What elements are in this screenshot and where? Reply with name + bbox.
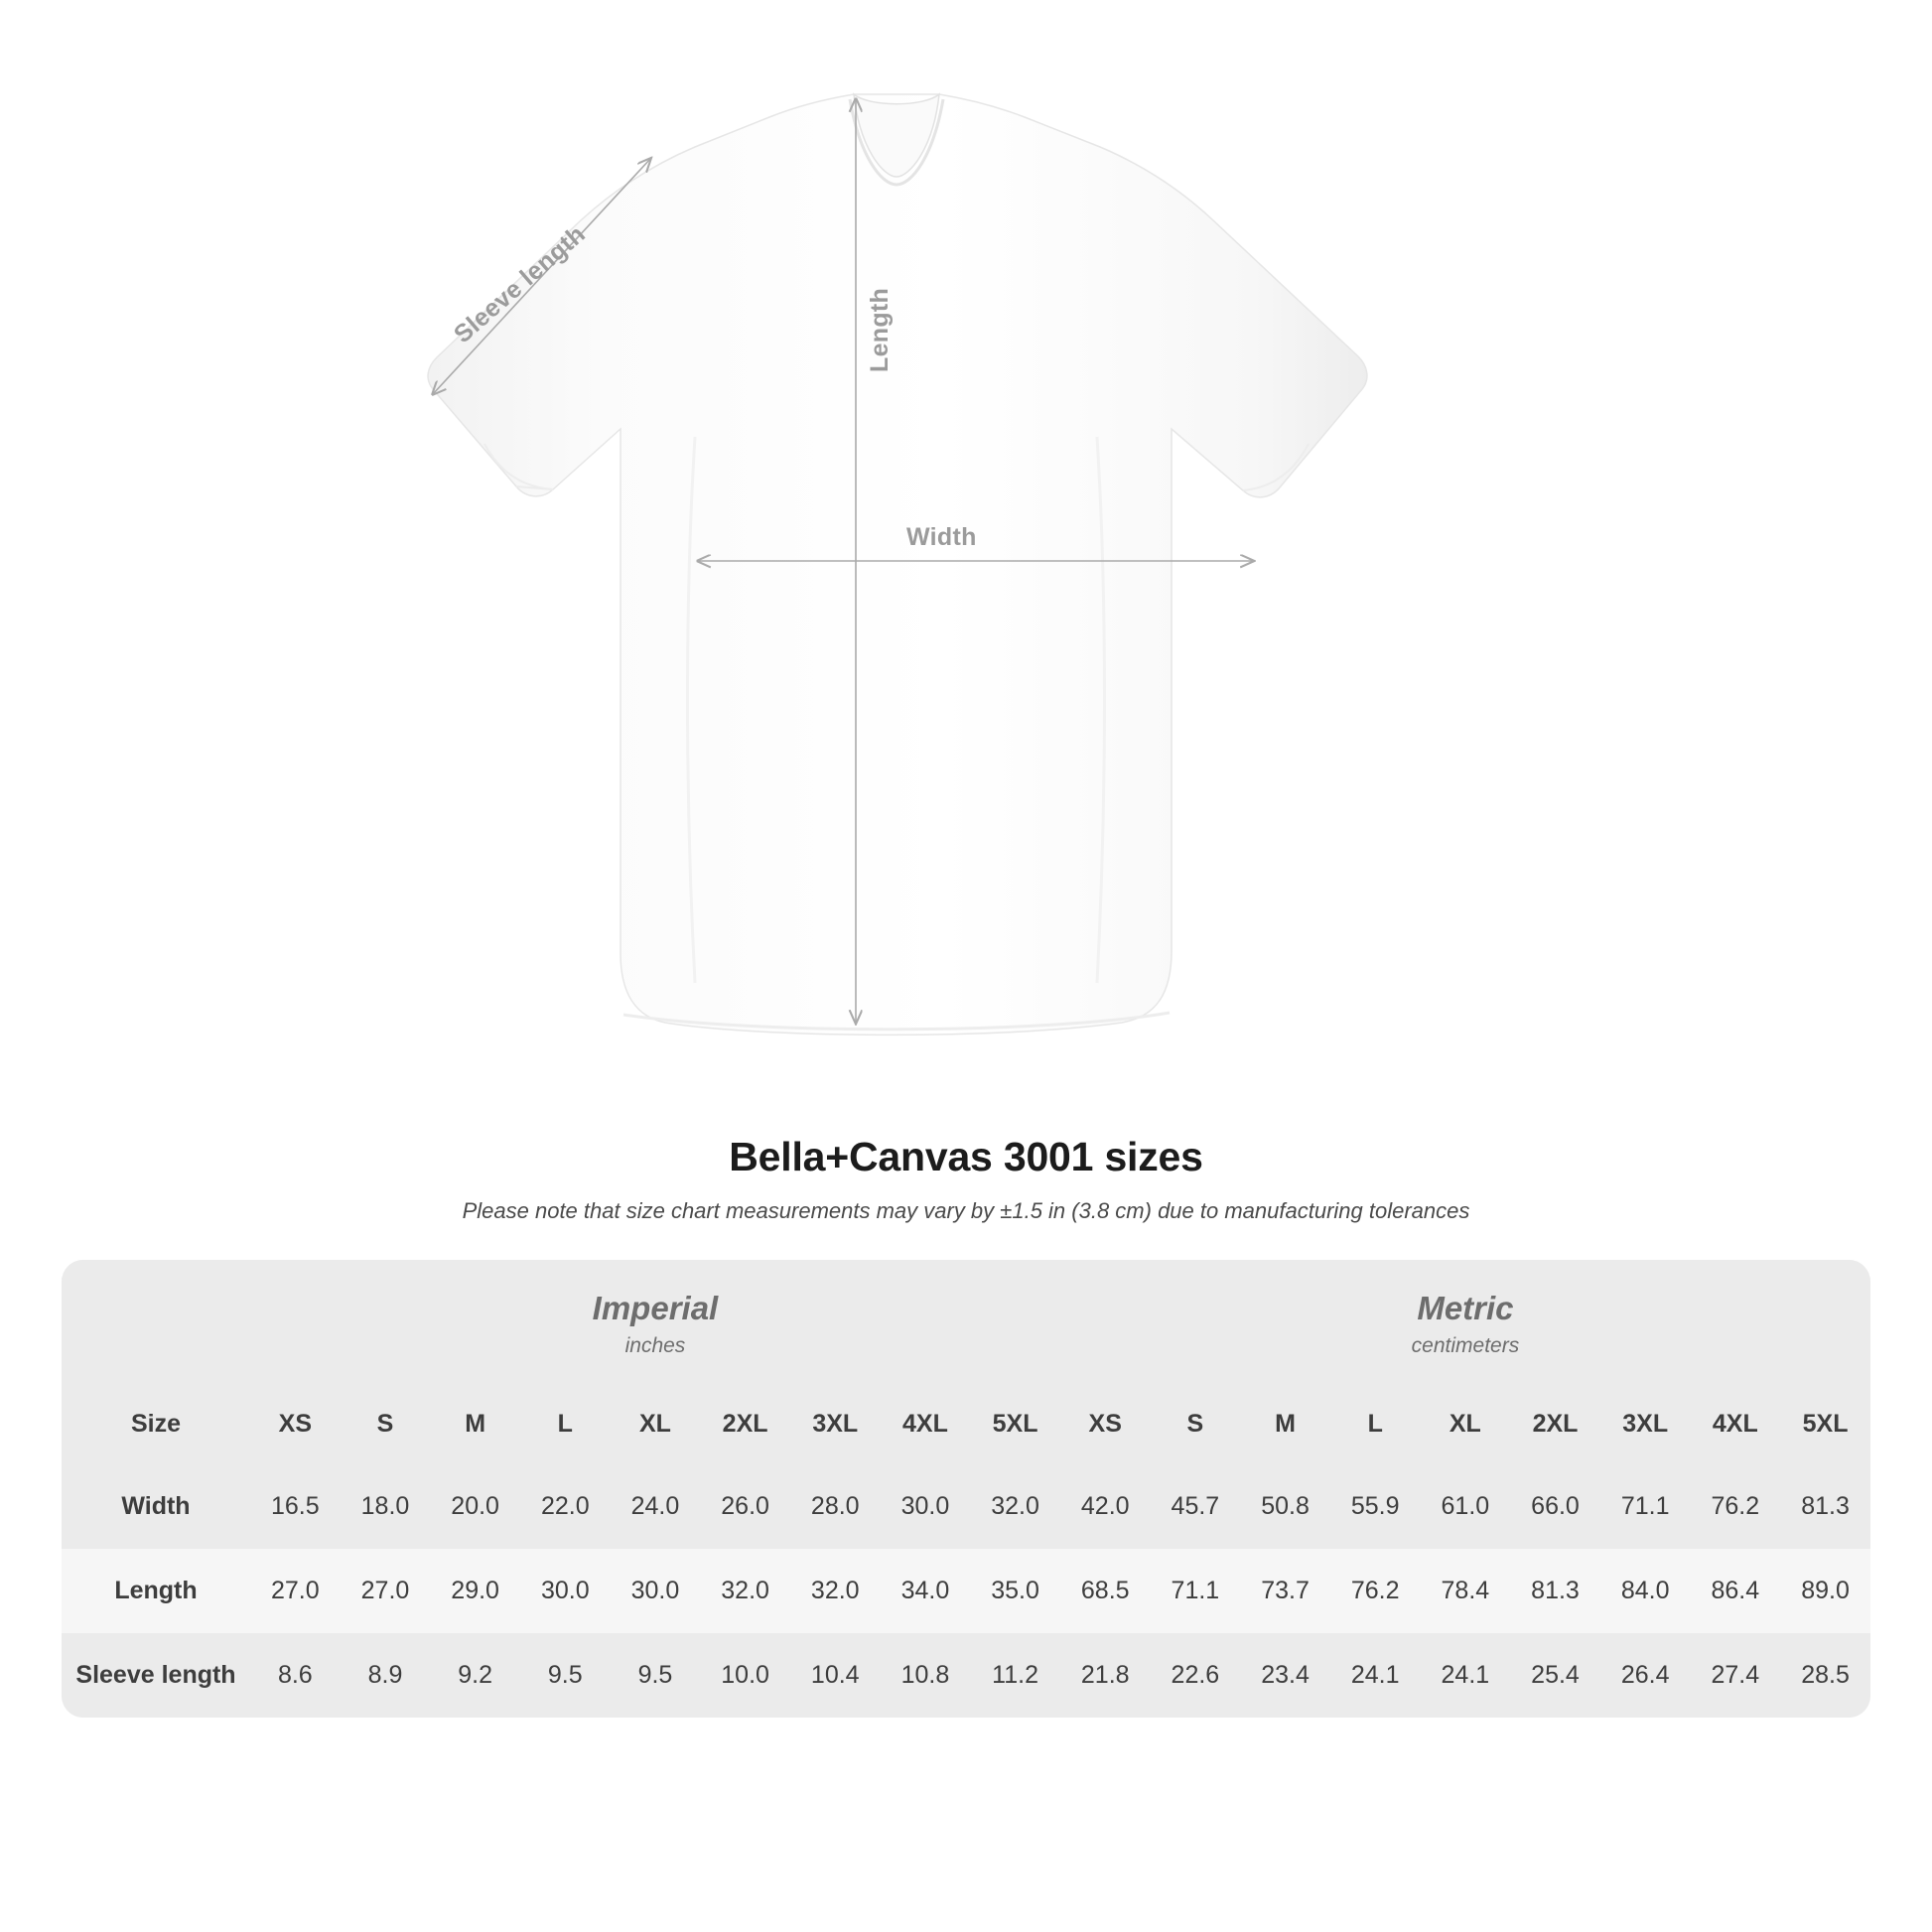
unit-metric-name: Metric [1417, 1290, 1514, 1326]
table-cell: 50.8 [1240, 1464, 1330, 1549]
size-header-cell: XS [1060, 1384, 1151, 1464]
table-cell: 27.0 [341, 1549, 431, 1633]
size-header-cell: XL [611, 1384, 701, 1464]
size-header-cell: L [520, 1384, 611, 1464]
table-cell: 9.5 [520, 1633, 611, 1718]
table-cell: 10.4 [790, 1633, 881, 1718]
unit-imperial-sub: inches [624, 1334, 686, 1358]
table-cell: 24.1 [1421, 1633, 1511, 1718]
table-cell: 32.0 [970, 1464, 1060, 1549]
width-label: Width [906, 523, 977, 551]
table-cell: 8.6 [250, 1633, 341, 1718]
table-cell: 10.0 [700, 1633, 790, 1718]
table-cell: 42.0 [1060, 1464, 1151, 1549]
length-label: Length [866, 287, 894, 372]
table-cell: 61.0 [1421, 1464, 1511, 1549]
size-header-label: Size [62, 1384, 250, 1464]
size-header-cell: 3XL [1600, 1384, 1691, 1464]
unit-corner-cell [62, 1260, 250, 1384]
table-row [62, 1633, 1870, 1718]
size-header-cell: 4XL [881, 1384, 971, 1464]
table-cell: 32.0 [700, 1549, 790, 1633]
table-cell: 34.0 [881, 1549, 971, 1633]
size-header-cell: S [341, 1384, 431, 1464]
unit-imperial-name: Imperial [592, 1290, 719, 1326]
table-cell: 22.0 [520, 1464, 611, 1549]
row-label: Length [62, 1549, 250, 1633]
size-header-cell: 4XL [1691, 1384, 1781, 1464]
size-header-cell: M [1240, 1384, 1330, 1464]
table-cell: 24.1 [1330, 1633, 1421, 1718]
table-cell: 81.3 [1780, 1464, 1870, 1549]
size-header-cell: 2XL [700, 1384, 790, 1464]
size-header-cell: S [1151, 1384, 1241, 1464]
table-cell: 20.0 [430, 1464, 520, 1549]
table-cell: 25.4 [1510, 1633, 1600, 1718]
table-cell: 86.4 [1691, 1549, 1781, 1633]
table-row [62, 1549, 1870, 1633]
table-cell: 28.0 [790, 1464, 881, 1549]
table-row [62, 1464, 1870, 1549]
table-cell: 27.4 [1691, 1633, 1781, 1718]
table-cell: 78.4 [1421, 1549, 1511, 1633]
table-cell: 9.5 [611, 1633, 701, 1718]
unit-metric-sub: centimeters [1411, 1334, 1520, 1358]
unit-metric-cell [1060, 1260, 1870, 1384]
table-cell: 9.2 [430, 1633, 520, 1718]
size-header-cell: M [430, 1384, 520, 1464]
row-label: Width [62, 1464, 250, 1549]
table-cell: 68.5 [1060, 1549, 1151, 1633]
size-header-cell: XS [250, 1384, 341, 1464]
table-cell: 27.0 [250, 1549, 341, 1633]
table-cell: 29.0 [430, 1549, 520, 1633]
table-cell: 21.8 [1060, 1633, 1151, 1718]
table-cell: 16.5 [250, 1464, 341, 1549]
table-cell: 28.5 [1780, 1633, 1870, 1718]
table-cell: 32.0 [790, 1549, 881, 1633]
table-cell: 35.0 [970, 1549, 1060, 1633]
size-header-cell: 5XL [1780, 1384, 1870, 1464]
table-cell: 30.0 [520, 1549, 611, 1633]
unit-imperial-cell [250, 1260, 1060, 1384]
size-header-cell: 2XL [1510, 1384, 1600, 1464]
size-table-container [62, 1260, 1870, 1718]
size-header-cell: 5XL [970, 1384, 1060, 1464]
table-cell: 26.4 [1600, 1633, 1691, 1718]
table-cell: 89.0 [1780, 1549, 1870, 1633]
size-header-cell: L [1330, 1384, 1421, 1464]
table-cell: 84.0 [1600, 1549, 1691, 1633]
table-cell: 81.3 [1510, 1549, 1600, 1633]
table-cell: 30.0 [881, 1464, 971, 1549]
table-cell: 23.4 [1240, 1633, 1330, 1718]
table-cell: 76.2 [1330, 1549, 1421, 1633]
table-cell: 10.8 [881, 1633, 971, 1718]
size-table [62, 1260, 1870, 1718]
table-cell: 76.2 [1691, 1464, 1781, 1549]
table-cell: 66.0 [1510, 1464, 1600, 1549]
table-cell: 22.6 [1151, 1633, 1241, 1718]
page-title: Bella+Canvas 3001 sizes [729, 1134, 1203, 1179]
table-cell: 45.7 [1151, 1464, 1241, 1549]
table-cell: 55.9 [1330, 1464, 1421, 1549]
table-cell: 30.0 [611, 1549, 701, 1633]
sleeve-length-label: Sleeve length [449, 219, 591, 349]
table-cell: 18.0 [341, 1464, 431, 1549]
table-cell: 26.0 [700, 1464, 790, 1549]
table-cell: 73.7 [1240, 1549, 1330, 1633]
table-cell: 24.0 [611, 1464, 701, 1549]
size-header-row [62, 1384, 1870, 1464]
table-cell: 71.1 [1600, 1464, 1691, 1549]
table-cell: 8.9 [341, 1633, 431, 1718]
tolerance-note: Please note that size chart measurements may vary by ±1.5 in (3.8 cm) due to manufacturing tolerances [462, 1198, 1470, 1223]
size-header-cell: XL [1421, 1384, 1511, 1464]
title-block [0, 1134, 1932, 1224]
unit-header-row [62, 1260, 1870, 1384]
table-cell: 11.2 [970, 1633, 1060, 1718]
table-cell: 71.1 [1151, 1549, 1241, 1633]
size-header-cell: 3XL [790, 1384, 881, 1464]
row-label: Sleeve length [62, 1633, 250, 1718]
